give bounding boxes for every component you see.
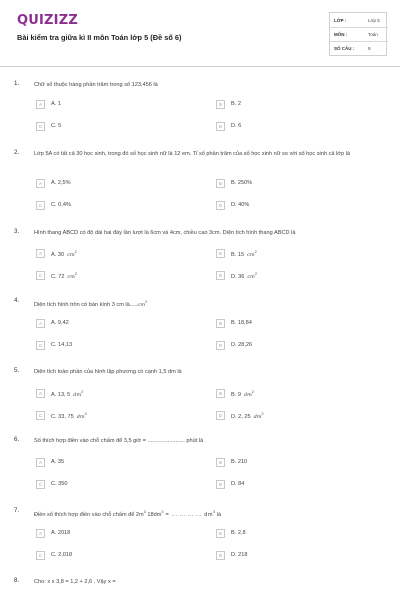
option-text: [231, 390, 254, 398]
option-letter: C: [36, 122, 45, 131]
question-exponent-3: 3: [213, 510, 216, 514]
option-a[interactable]: [36, 458, 186, 468]
question-text: Số thích hợp điền vào chỗ chấm để 3,5 giờ = ........................ phút là: [34, 438, 204, 444]
option-c[interactable]: [36, 411, 186, 421]
option-text: C. 0,4%: [51, 202, 71, 208]
option-b[interactable]: [216, 389, 366, 399]
option-text: C. 5: [51, 123, 62, 129]
option-text: A. 35: [51, 459, 65, 465]
option-c[interactable]: [36, 271, 186, 281]
option-letter: A: [36, 458, 45, 467]
question-number: 3.: [14, 228, 20, 235]
option-text: [231, 250, 257, 258]
option-letter: D: [216, 480, 225, 489]
option-text: D. 218: [231, 552, 248, 558]
option-letter: C: [36, 480, 45, 489]
option-text: B. 210: [231, 459, 248, 465]
option-text: C. 2,018: [51, 552, 73, 558]
option-exponent: 2: [261, 412, 264, 416]
option-value: B. 15: [231, 252, 245, 258]
option-text: [51, 390, 83, 398]
option-value: A. 30: [51, 252, 65, 258]
option-text: [51, 250, 77, 258]
option-letter: B: [216, 179, 225, 188]
option-value: D. 36: [231, 274, 245, 280]
option-text: D. 84: [231, 481, 245, 487]
option-letter: A: [36, 249, 45, 258]
option-text: C. 350: [51, 481, 68, 487]
worksheet-header: [0, 0, 400, 66]
question-exponent: 2: [145, 300, 148, 304]
option-letter: A: [36, 179, 45, 188]
option-unit: dm: [73, 392, 82, 398]
option-a[interactable]: [36, 389, 186, 399]
option-a[interactable]: [36, 319, 186, 329]
meta-info-box: [329, 12, 387, 56]
option-letter: C: [36, 411, 45, 420]
option-letter: B: [216, 319, 225, 328]
option-c[interactable]: [36, 341, 186, 351]
option-letter: A: [36, 389, 45, 398]
meta-row-question-count: [330, 42, 388, 56]
option-text: B. 2,8: [231, 530, 246, 536]
option-letter: B: [216, 389, 225, 398]
question-number: 2.: [14, 149, 20, 156]
option-value: A. 13, 5: [51, 392, 71, 398]
option-b[interactable]: [216, 179, 366, 189]
question-number: 8.: [14, 577, 20, 584]
question-text: Chữ số thuộc hàng phần trăm trong số 123,456 là: [34, 82, 158, 88]
option-d[interactable]: [216, 480, 366, 490]
option-unit: dm: [253, 414, 262, 420]
option-value: B. 9: [231, 392, 241, 398]
option-exponent: 2: [251, 390, 255, 394]
meta-label: LỚP :: [334, 18, 347, 23]
question-text: Cho: x x 3,8 = 1,2 + 2,6 . Vậy x =: [34, 579, 116, 585]
option-letter: A: [36, 529, 45, 538]
option-text: D. 6: [231, 123, 242, 129]
option-letter: B: [216, 249, 225, 258]
option-text: [51, 272, 77, 280]
option-text: A. 1: [51, 101, 61, 107]
option-b[interactable]: [216, 249, 366, 259]
option-a[interactable]: [36, 249, 186, 259]
option-unit: dm: [243, 392, 252, 398]
option-text: A. 9,42: [51, 320, 69, 326]
option-a[interactable]: [36, 529, 186, 539]
option-d[interactable]: [216, 341, 366, 351]
option-letter: A: [36, 319, 45, 328]
question-number: 1.: [14, 80, 20, 87]
option-d[interactable]: [216, 201, 366, 211]
option-letter: C: [36, 551, 45, 560]
option-text: [231, 412, 264, 420]
option-value: D. 2, 25: [231, 414, 251, 420]
option-b[interactable]: [216, 100, 366, 110]
question-text: Hình thang ABCD có độ dài hai đáy lần lượt là 6cm và 4cm, chiều cao 3cm. Diện tích hình thang ABCD là: [34, 230, 296, 236]
option-c[interactable]: [36, 480, 186, 490]
question-exponent: 3: [143, 510, 146, 514]
question-text: [34, 507, 369, 520]
option-a[interactable]: [36, 100, 186, 110]
meta-value: 9: [368, 46, 371, 51]
option-text: B. 18,84: [231, 320, 252, 326]
option-letter: D: [216, 122, 225, 131]
option-c[interactable]: [36, 201, 186, 211]
question-number: 6.: [14, 436, 20, 443]
option-text: C. 14,13: [51, 342, 73, 348]
meta-row-subject: [330, 28, 388, 42]
option-exponent: 2: [254, 272, 258, 276]
question-number: 7.: [14, 507, 20, 514]
option-exponent: 2: [74, 272, 78, 276]
option-value: C. 33, 75: [51, 414, 74, 420]
option-value: C. 72: [51, 274, 65, 280]
option-letter: D: [216, 411, 225, 420]
option-unit: dm: [76, 414, 85, 420]
option-text: [51, 412, 87, 420]
option-b[interactable]: [216, 458, 366, 468]
option-unit: cm: [67, 274, 75, 280]
meta-label: SỐ CÂU :: [334, 46, 355, 51]
question-number: 4.: [14, 297, 20, 304]
option-unit: cm: [247, 252, 255, 258]
header-divider: [0, 66, 400, 67]
option-letter: D: [216, 201, 225, 210]
meta-value: Toán: [368, 32, 378, 37]
question-text: Lớp 5A có tất cả 30 học sinh, trong đó số học sinh nữ là 12 em. Tỉ số phần trăm của số học sinh nữ so với số học sinh cả lớp là: [34, 151, 350, 157]
question-exponent-2: 3: [161, 510, 164, 514]
option-d[interactable]: [216, 551, 366, 561]
question-unit: cm: [137, 302, 146, 308]
option-exponent: 2: [81, 390, 84, 394]
option-letter: C: [36, 271, 45, 280]
meta-label: MÔN :: [334, 32, 348, 37]
option-d[interactable]: [216, 411, 366, 421]
quizizz-logo: QUIZIZZ: [17, 13, 78, 28]
option-c[interactable]: [36, 122, 186, 132]
option-text: A. 2,5%: [51, 180, 71, 186]
option-letter: B: [216, 529, 225, 538]
option-letter: D: [216, 551, 225, 560]
option-text: D. 40%: [231, 202, 250, 208]
question-body: Diện tích hình tròn có bán kính 3 cm là.....: [34, 302, 138, 308]
option-text: B. 2: [231, 101, 241, 107]
option-letter: A: [36, 100, 45, 109]
option-letter: B: [216, 100, 225, 109]
option-unit: cm: [247, 274, 255, 280]
option-a[interactable]: [36, 179, 186, 189]
option-b[interactable]: [216, 319, 366, 329]
option-d[interactable]: [216, 271, 366, 281]
question-number: 5.: [14, 367, 20, 374]
option-c[interactable]: [36, 551, 186, 561]
option-exponent: 2: [84, 412, 87, 416]
option-b[interactable]: [216, 529, 366, 539]
option-text: [231, 272, 257, 280]
question-body-3: = ... ... ... ... dm: [163, 512, 214, 518]
question-body: Điền số thích hợp điền vào chỗ chấm để 2m: [34, 512, 144, 518]
option-text: A. 2018: [51, 530, 71, 536]
page-title: Bài kiểm tra giữa kì II môn Toán lớp 5 (Đề số 6): [17, 33, 182, 42]
option-text: B. 250%: [231, 180, 253, 186]
question-body-4: là: [215, 512, 222, 518]
question-text: Diện tích toàn phần của hình lập phương có cạnh 1,5 dm là: [34, 369, 182, 375]
meta-row-class: [330, 14, 388, 28]
option-letter: D: [216, 341, 225, 350]
option-exponent: 2: [254, 250, 257, 254]
question-body-2: 18dm: [145, 512, 162, 518]
option-text: D. 28,26: [231, 342, 253, 348]
question-text: [34, 297, 369, 310]
option-letter: D: [216, 271, 225, 280]
option-unit: cm: [67, 252, 75, 258]
meta-value: Lớp 5: [368, 18, 380, 23]
option-letter: C: [36, 201, 45, 210]
option-letter: B: [216, 458, 225, 467]
option-exponent: 2: [74, 250, 77, 254]
option-d[interactable]: [216, 122, 366, 132]
option-letter: C: [36, 341, 45, 350]
